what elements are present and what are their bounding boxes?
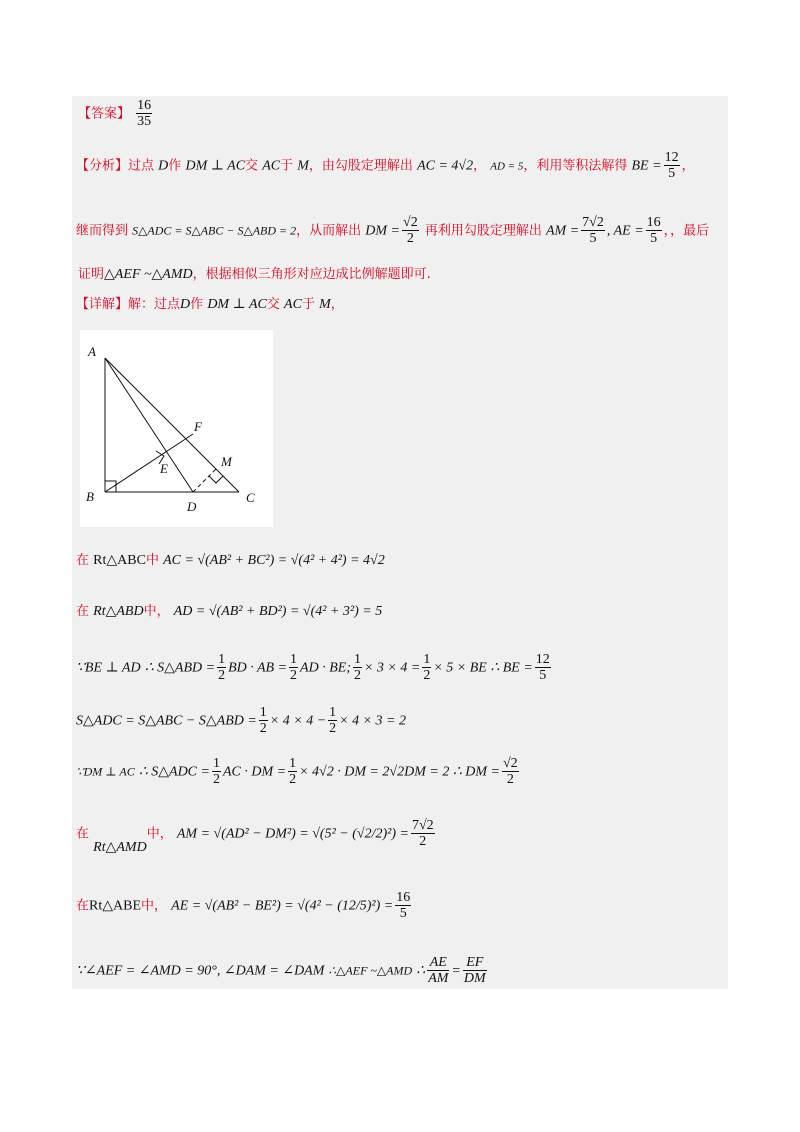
answer-label: 【答案】 [78, 106, 131, 122]
detail-label: 【详解】 [76, 297, 129, 312]
segment-ad [105, 358, 193, 492]
analysis-label: 【分析】 [76, 158, 129, 174]
segment-bf [105, 434, 193, 492]
segment-ac [105, 358, 239, 492]
geometry-figure [80, 330, 273, 527]
label-a: A [88, 344, 96, 359]
label-c: C [246, 490, 255, 505]
label-m: M [221, 454, 232, 469]
step-7: 在Rt△ABE中， AE = √(AB² − BE²) = √(4² − (12/5)²) = $\frac{16}{5}$ [76, 890, 411, 922]
analysis-line-1: 【分析】过点 D作 DM ⊥ AC交 AC于 M，由勾股定理解出 AC = 4√2， AD = 5，利用等积法解得 BE = $\frac{12}{5}$ ， [76, 150, 695, 182]
answer-line [78, 98, 154, 130]
label-b: B [86, 489, 94, 504]
segment-dm [193, 469, 216, 492]
label-d: D [187, 499, 197, 514]
label-f: F [194, 419, 202, 434]
step-6: 在 Rt△AMD中， AM = √(AD² − DM²) = √(5² − (√2/2)²) = $\frac{7√2}{2}$ [76, 818, 434, 856]
label-e: E [160, 461, 168, 476]
step-5: ∵DM ⊥ AC ∴ S△ADC = $\frac{1}{2}$ AC · DM = $\frac{1}{2}$ × 4√2 · DM = 2√2DM = 2 ∴ DM = $\frac{√2}{2}$ [76, 756, 518, 788]
right-angle-m [209, 476, 223, 483]
step-2: 在 Rt△ABD中， AD = √(AB² + BD²) = √(4² + 3²) = 5 [76, 604, 383, 619]
step-3: ∵BE ⊥ AD ∴ S△ABD = $\frac{1}{2}$ BD · AB = $\frac{1}{2}$ AD · BE; $\frac{1}{2}$ × 3 × 4 = $\frac{1}{2}$ × 5 × BE ∴ BE = $\frac{12}{5}$ [76, 652, 550, 684]
detail-line: 【详解】解：过点D作 DM ⊥ AC交 AC于 M， [76, 297, 344, 312]
analysis-line-2: 继而得到 S△ADC = S△ABC − S△ABD = 2，从而解出 DM = $\frac{√2}{2}$ 再利用勾股定理解出 AM = $\frac{7√2}{5}$ , AE = $\frac{16}{5}$ ，，最后 [76, 215, 710, 247]
analysis-line-3: 证明△AEF ~△AMD，根据相似三角形对应边成比例解题即可. [78, 267, 431, 282]
step-8: ∵∠AEF = ∠AMD = 90°, ∠DAM = ∠DAM ∴△AEF ~△AMD ∴ $\frac{AE}{AM}$ = $\frac{EF}{DM}$ [76, 955, 486, 987]
answer-fraction: $\frac{16}{35}$ [137, 98, 152, 130]
step-4: S△ADC = S△ABC − S△ABD = $\frac{1}{2}$ × 4 × 4 − $\frac{1}{2}$ × 4 × 3 = 2 [76, 705, 406, 737]
step-1: 在 Rt△ABC中 AC = √(AB² + BC²) = √(4² + 4²) = 4√2 [76, 553, 385, 568]
